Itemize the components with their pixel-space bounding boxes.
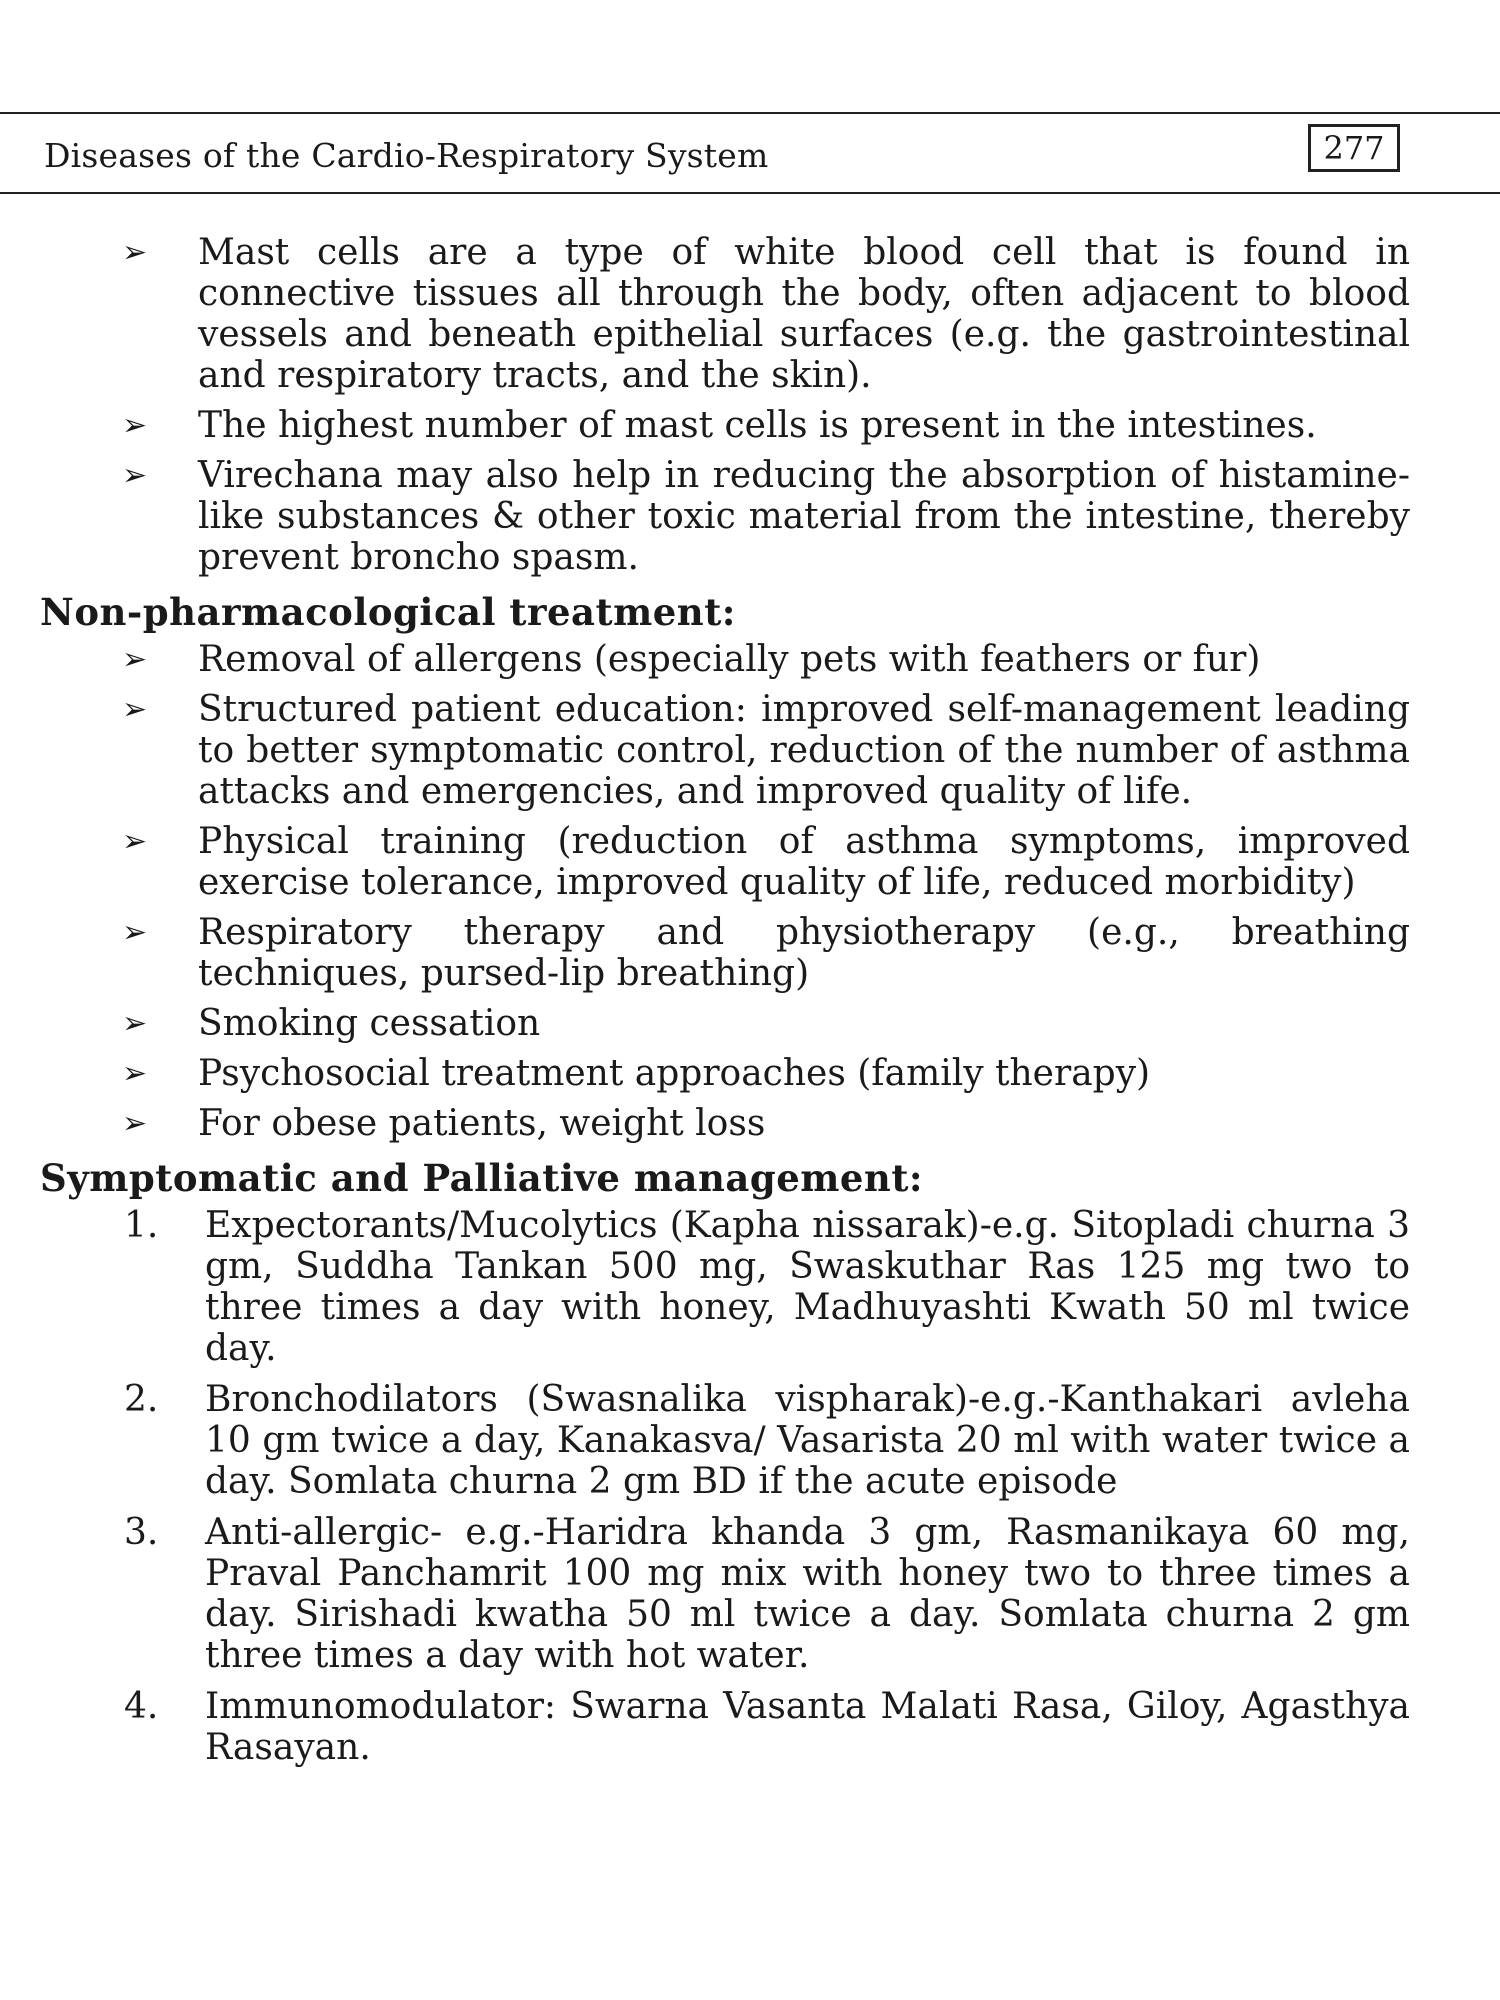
list-item — [40, 405, 1410, 446]
numbered-item-text: Immunomodulator: Swarna Vasanta Malati Rasa, Giloy, Agasthya Rasayan. — [205, 1686, 1410, 1768]
list-item — [40, 639, 1410, 680]
intro-bullet-list — [40, 232, 1410, 578]
arrow-bullet-icon: ➢ — [122, 235, 148, 270]
list-item-text: For obese patients, weight loss — [198, 1103, 766, 1144]
symptomatic-heading: Symptomatic and Palliative management: — [40, 1156, 924, 1200]
non-pharmacological-heading: Non-pharmacological treatment: — [40, 590, 736, 634]
page-number: 277 — [1308, 124, 1400, 172]
arrow-bullet-icon: ➢ — [122, 915, 148, 950]
numbered-item — [40, 1686, 1410, 1768]
numbered-item — [40, 1379, 1410, 1502]
list-item-text: Psychosocial treatment approaches (family therapy) — [198, 1053, 1151, 1094]
arrow-bullet-icon: ➢ — [122, 1056, 148, 1091]
list-item-text: Respiratory therapy and physiotherapy (e.g., breathing techniques, pursed-lip breathing) — [198, 912, 1410, 994]
list-item-text: Virechana may also help in reducing the absorption of histamine-like substances & other toxic material from the intestine, thereby prevent broncho spasm. — [198, 455, 1410, 578]
arrow-bullet-icon: ➢ — [122, 1106, 148, 1141]
list-item-text: Mast cells are a type of white blood cell that is found in connective tissues all through the body, often adjacent to blood vessels and beneath epithelial surfaces (e.g. the gastrointestinal and respiratory tracts, and the skin). — [198, 232, 1410, 396]
arrow-bullet-icon: ➢ — [122, 458, 148, 493]
running-header — [0, 112, 1500, 194]
page-body — [40, 232, 1410, 1778]
list-item — [40, 821, 1410, 903]
numbered-item-text: Bronchodilators (Swasnalika vispharak)-e.g.-Kanthakari avleha 10 gm twice a day, Kanakasva/ Vasarista 20 ml with water twice a day. Somlata churna 2 gm BD if the acute episode — [205, 1379, 1410, 1502]
numbered-item — [40, 1512, 1410, 1676]
list-item-text: Structured patient education: improved self-management leading to better symptomatic control, reduction of the number of asthma attacks and emergencies, and improved quality of life. — [198, 689, 1410, 812]
item-number: 4. — [124, 1686, 159, 1727]
list-item — [40, 232, 1410, 396]
arrow-bullet-icon: ➢ — [122, 408, 148, 443]
list-item-text: Smoking cessation — [198, 1003, 541, 1044]
arrow-bullet-icon: ➢ — [122, 1006, 148, 1041]
item-number: 3. — [124, 1512, 159, 1553]
numbered-item — [40, 1205, 1410, 1369]
list-item — [40, 455, 1410, 578]
list-item — [40, 1003, 1410, 1044]
list-item-text: Removal of allergens (especially pets with feathers or fur) — [198, 639, 1261, 680]
item-number: 1. — [124, 1205, 159, 1246]
list-item — [40, 912, 1410, 994]
numbered-item-text: Expectorants/Mucolytics (Kapha nissarak)-e.g. Sitopladi churna 3 gm, Suddha Tankan 500 mg, Swaskuthar Ras 125 mg two to three times a day with honey, Madhuyashti Kwath 50 ml twice day. — [205, 1205, 1410, 1369]
non-pharmacological-list — [40, 639, 1410, 1144]
arrow-bullet-icon: ➢ — [122, 692, 148, 727]
numbered-item-text: Anti-allergic- e.g.-Haridra khanda 3 gm, Rasmanikaya 60 mg, Praval Panchamrit 100 mg mix with honey two to three times a day. Sirishadi kwatha 50 ml twice a day. Somlata churna 2 gm three times a day with hot water. — [205, 1512, 1410, 1676]
symptomatic-list — [40, 1205, 1410, 1768]
list-item-text: Physical training (reduction of asthma symptoms, improved exercise tolerance, improved quality of life, reduced morbidity) — [198, 821, 1410, 903]
chapter-title: Diseases of the Cardio-Respiratory System — [44, 136, 769, 175]
arrow-bullet-icon: ➢ — [122, 824, 148, 859]
list-item — [40, 1103, 1410, 1144]
item-number: 2. — [124, 1379, 159, 1420]
list-item-text: The highest number of mast cells is present in the intestines. — [198, 405, 1317, 446]
arrow-bullet-icon: ➢ — [122, 642, 148, 677]
list-item — [40, 689, 1410, 812]
list-item — [40, 1053, 1410, 1094]
